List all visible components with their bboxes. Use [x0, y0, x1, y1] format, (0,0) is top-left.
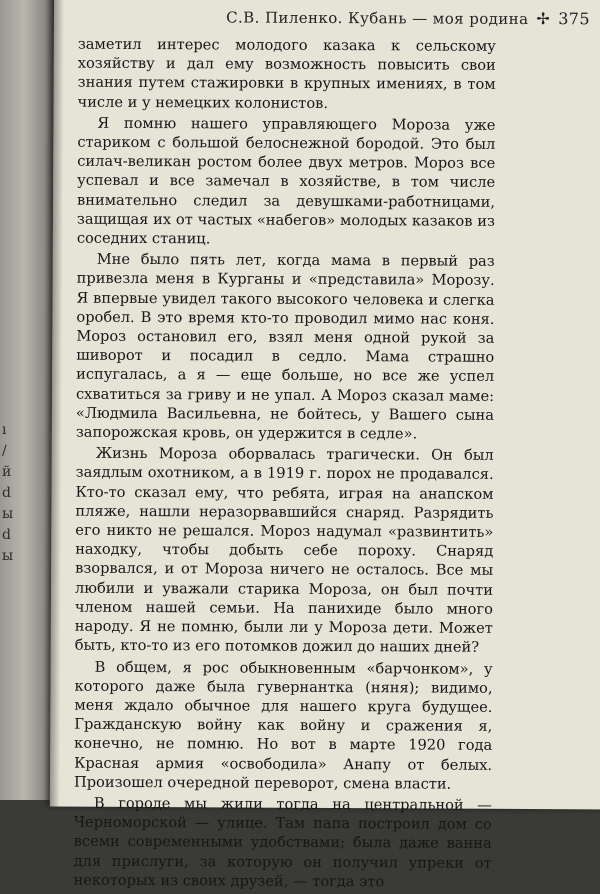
page-number: 375 [558, 9, 591, 29]
fragment: ы [2, 506, 14, 522]
fragment: d [2, 485, 11, 501]
adjacent-page-fragments [2, 420, 22, 567]
paragraph: заметил интерес молодого казака к сельскому хозяйству и дал ему возможность повысить свои знания путем стажировки в крупных имениях, в том числе и у немецких колонистов. [77, 35, 496, 112]
book-page [50, 0, 600, 891]
paragraph: Мне было пять лет, когда мама в первый раз привезла меня в Курганы и «представила» Морозу. Я впервые увидел такого высокого человека и слегка оробел. В это время кто-то проводил мимо нас коня. Мороз остановил его, взял меня одной рукой за шиворот и посадил в седло. Мама страшно испугалась, а я — еще больше, но все же успел схватиться за гриву и не упал. А Мороз сказал маме: «Людмила Васильевна, не бойтесь, у Вашего сына запорожская кровь, он удержится в седле». [75, 251, 495, 443]
paragraph: В общем, я рос обыкновенным «барчонком», у которого даже была гувернантка (няня); видимо, меня ждало обычное для нашего круга будущее. Гражданскую войну как войну и сражения я, конечно, не помню. Но вот в марте 1920 года Красная армия «освободила» Анапу от белых. Произошел очередной переворот, смена власти. [73, 658, 493, 793]
fragment: / [2, 443, 7, 459]
paragraph: В городе мы жили тогда на центральной — Черноморской — улице. Там папа построил дом со всеми современными удобствами; была даже ванна для прислуги, за которую он получил упреки от некоторых из своих друзей, — тогда это [73, 794, 492, 891]
fragment: ы [2, 548, 14, 564]
paragraph: Жизнь Мороза оборвалась трагически. Он был заядлым охотником, а в 1919 г. порох не продавался. Кто-то сказал ему, что ребята, играя на анапском пляже, нашли неразорвавшийся снаряд. Разрядить его никто не решался. Мороз надумал «развинтить» находку, чтобы добыть себе пороху. Снаряд взорвался, и от Мороза ничего не осталось. Все мы любили и уважали старика Мороза, он был почти членом нашей семьи. На панихиде было много народу. Я не помню, были ли у Мороза дети. Может быть, кто-то из его потомков дожил до наших дней? [74, 445, 494, 657]
fragment: d [2, 527, 11, 543]
cross-ornament-icon: ✢ [536, 9, 551, 29]
fragment: ı [2, 422, 7, 438]
body-text [73, 35, 495, 894]
running-header [54, 7, 590, 29]
fragment: й [2, 464, 12, 480]
running-title: С.В. Пиленко. Кубань — моя родина [226, 8, 529, 29]
paragraph: Я помню нашего управляющего Мороза уже стариком с большой белоснежной бородой. Это был силач-великан ростом более двух метров. Мороз все успевал и все замечал в хозяйстве, в том числе внимательно следил за девушками-работницами, защищая их от частых «набегов» молодых казаков из соседних станиц. [76, 114, 496, 248]
